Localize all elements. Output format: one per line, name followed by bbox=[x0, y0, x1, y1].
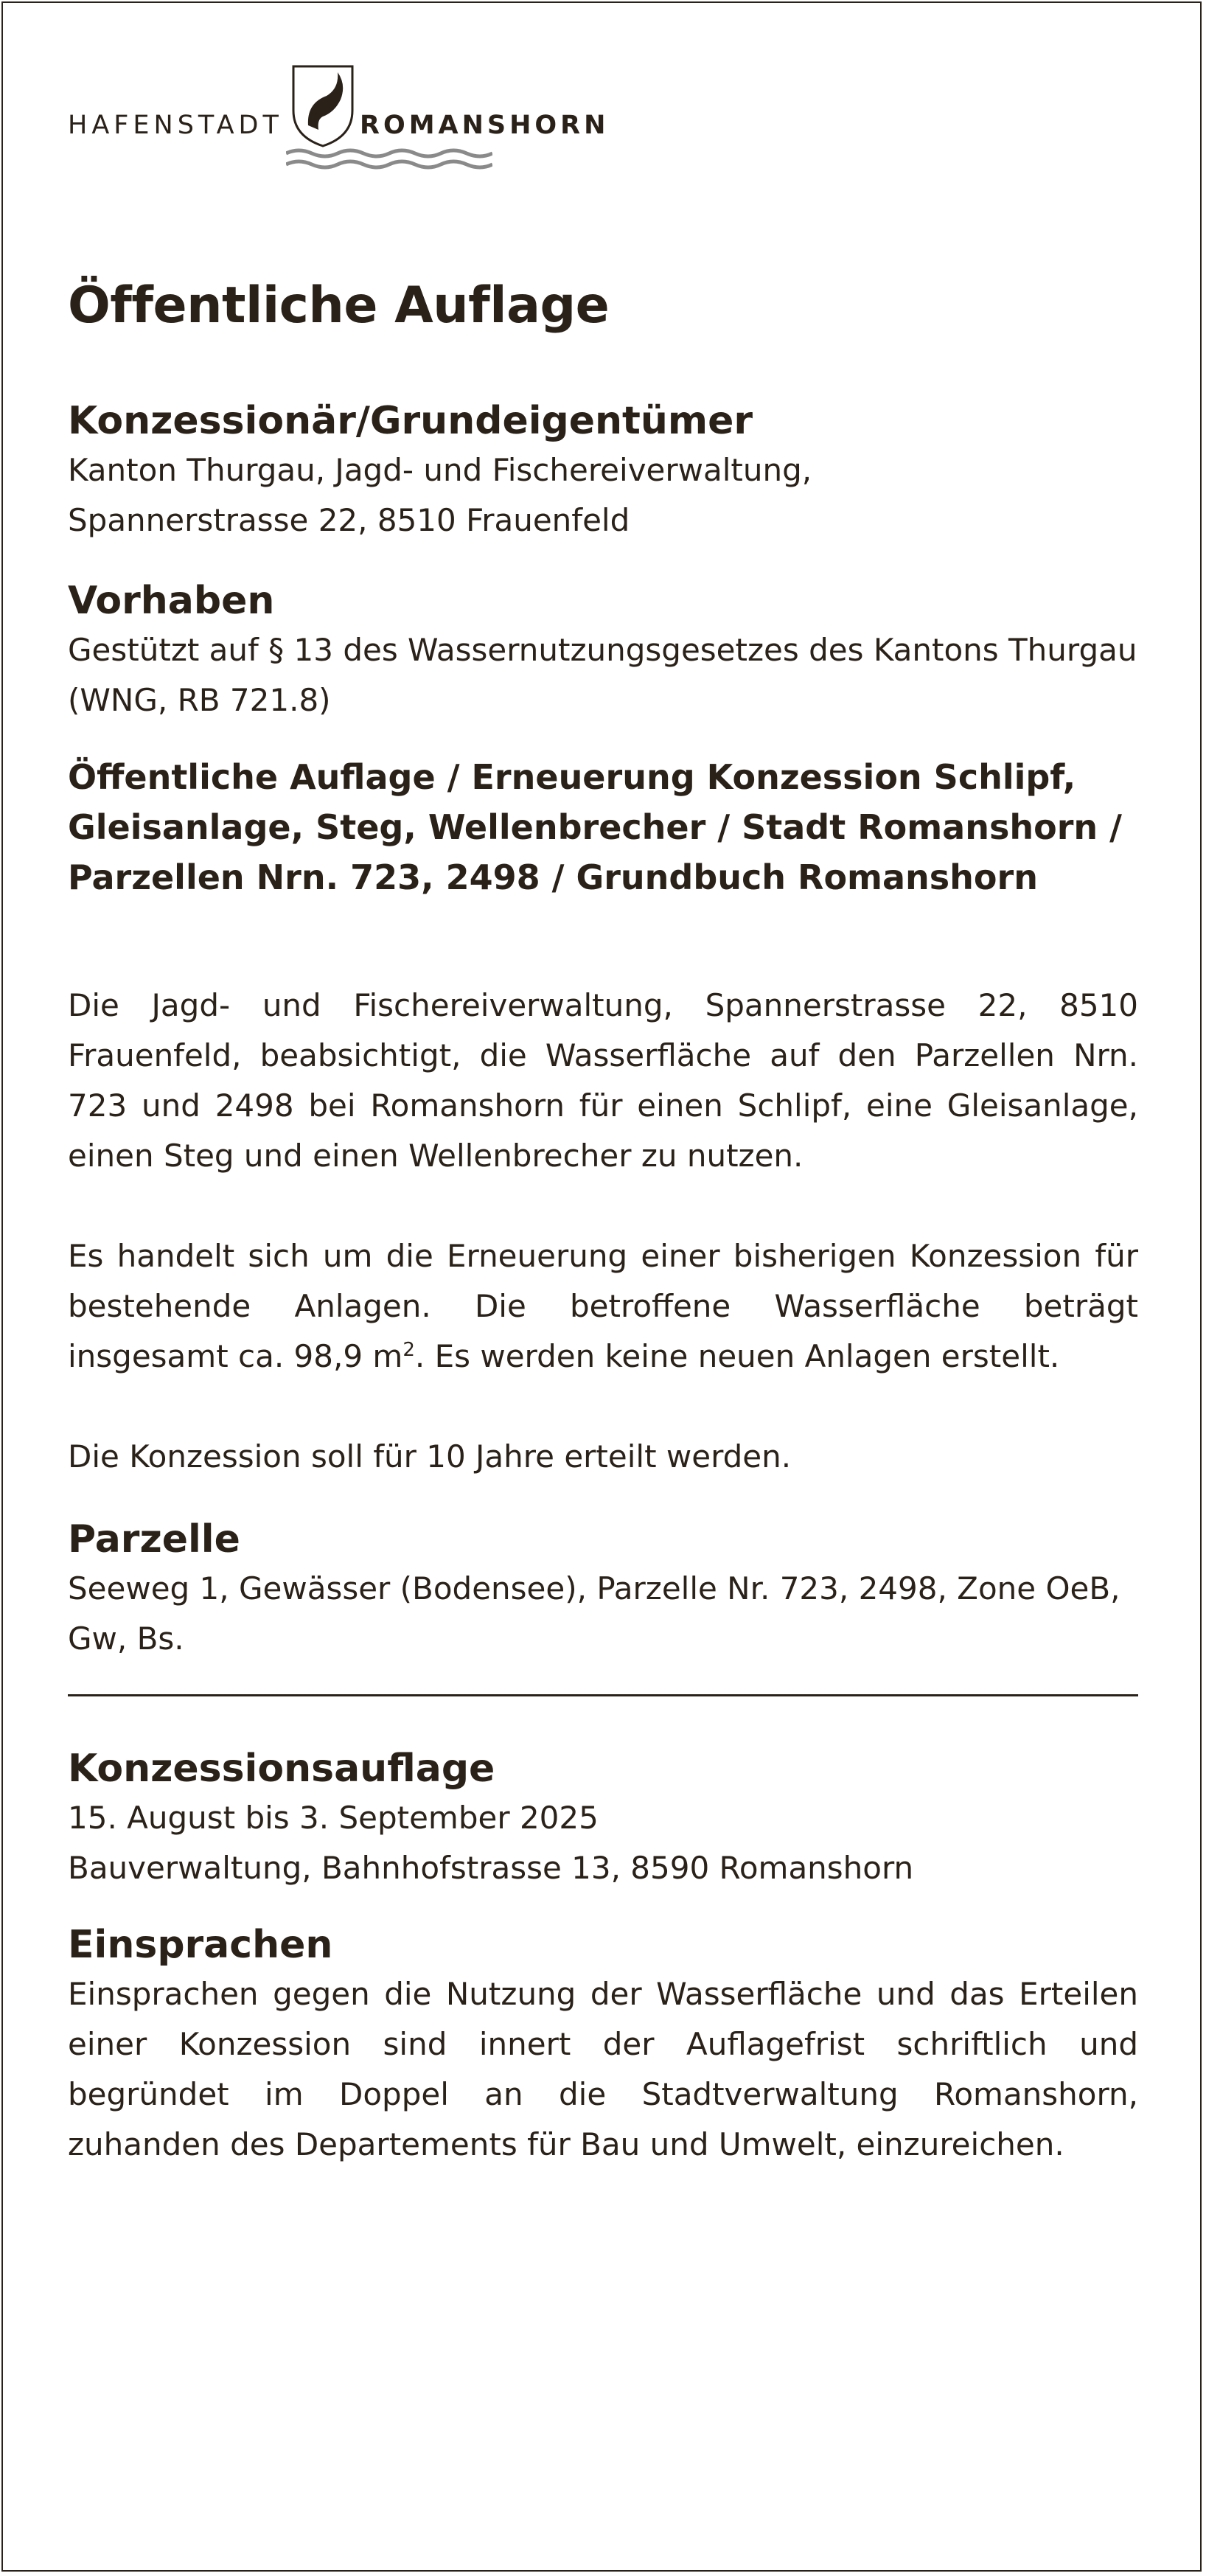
owner-heading: Konzessionär/Grundeigentümer bbox=[68, 399, 753, 443]
project-heading: Vorhaben bbox=[68, 579, 275, 623]
owner-section bbox=[68, 397, 1138, 546]
project-paragraph-2-b: . Es werden keine neuen Anlagen erstellt. bbox=[414, 1338, 1060, 1374]
objections-heading: Einsprachen bbox=[68, 1923, 333, 1967]
concession-heading: Konzessionsauflage bbox=[68, 1747, 495, 1791]
project-paragraph-2-a: Es handelt sich um die Erneuerung einer bisherigen Konzession für bestehende Anlagen. Die betroffene Wasserfläche beträgt insgesamt ca. 98,9 m bbox=[68, 1238, 1138, 1374]
project-bold-title-block bbox=[68, 752, 1138, 902]
parcel-heading: Parzelle bbox=[68, 1517, 240, 1562]
project-description bbox=[68, 981, 1138, 1482]
logo-text-hafenstadt: HAFENSTADT bbox=[68, 111, 283, 140]
parcel-text: Seeweg 1, Gewässer (Bodensee), Parzelle Nr. 723, 2498, Zone OeB, Gw, Bs. bbox=[68, 1570, 1120, 1657]
project-legal-basis: Gestützt auf § 13 des Wassernutzungsgesetzes des Kantons Thurgau (WNG, RB 721.8) bbox=[68, 632, 1137, 718]
objections-text: Einsprachen gegen die Nutzung der Wasserfläche und das Erteilen einer Konzession sind innert der Auflagefrist schriftlich und begründet im Doppel an die Stadtverwaltung Romanshorn, zuhanden des Departements für Bau und Umwelt, einzureichen. bbox=[68, 1976, 1138, 2162]
project-paragraph-1: Die Jagd- und Fischereiverwaltung, Spannerstrasse 22, 8510 Frauenfeld, beabsichtigt, die Wasserfläche auf den Parzellen Nrn. 723 und 2498 bei Romanshorn für einen Schlipf, eine Gleisanlage, einen Steg und einen Wellenbrecher zu nutzen. bbox=[68, 987, 1138, 1174]
owner-line-2: Spannerstrasse 22, 8510 Frauenfeld bbox=[68, 502, 630, 538]
area-unit-superscript: 2 bbox=[402, 1339, 415, 1361]
project-paragraph-2 bbox=[68, 1231, 1138, 1382]
section-divider bbox=[68, 1694, 1138, 1696]
concession-place: Bauverwaltung, Bahnhofstrasse 13, 8590 Romanshorn bbox=[68, 1850, 914, 1886]
project-section bbox=[68, 577, 1138, 725]
owner-line-1: Kanton Thurgau, Jagd- und Fischereiverwaltung, bbox=[68, 452, 812, 488]
objections-section bbox=[68, 1921, 1138, 2170]
project-paragraph-3: Die Konzession soll für 10 Jahre erteilt werden. bbox=[68, 1438, 792, 1475]
parcel-section bbox=[68, 1515, 1138, 1664]
city-logo bbox=[68, 59, 731, 184]
concession-dates: 15. August bis 3. September 2025 bbox=[68, 1800, 599, 1836]
concession-section bbox=[68, 1744, 1138, 1893]
page-title: Öffentliche Auflage bbox=[68, 276, 610, 335]
project-bold-title: Öffentliche Auflage / Erneuerung Konzession Schlipf, Gleisanlage, Steg, Wellenbrecher / Stadt Romanshorn / Parzellen Nrn. 723, 2498 / Grundbuch Romanshorn bbox=[68, 757, 1122, 897]
logo-text-romanshorn: ROMANSHORN bbox=[360, 111, 610, 140]
